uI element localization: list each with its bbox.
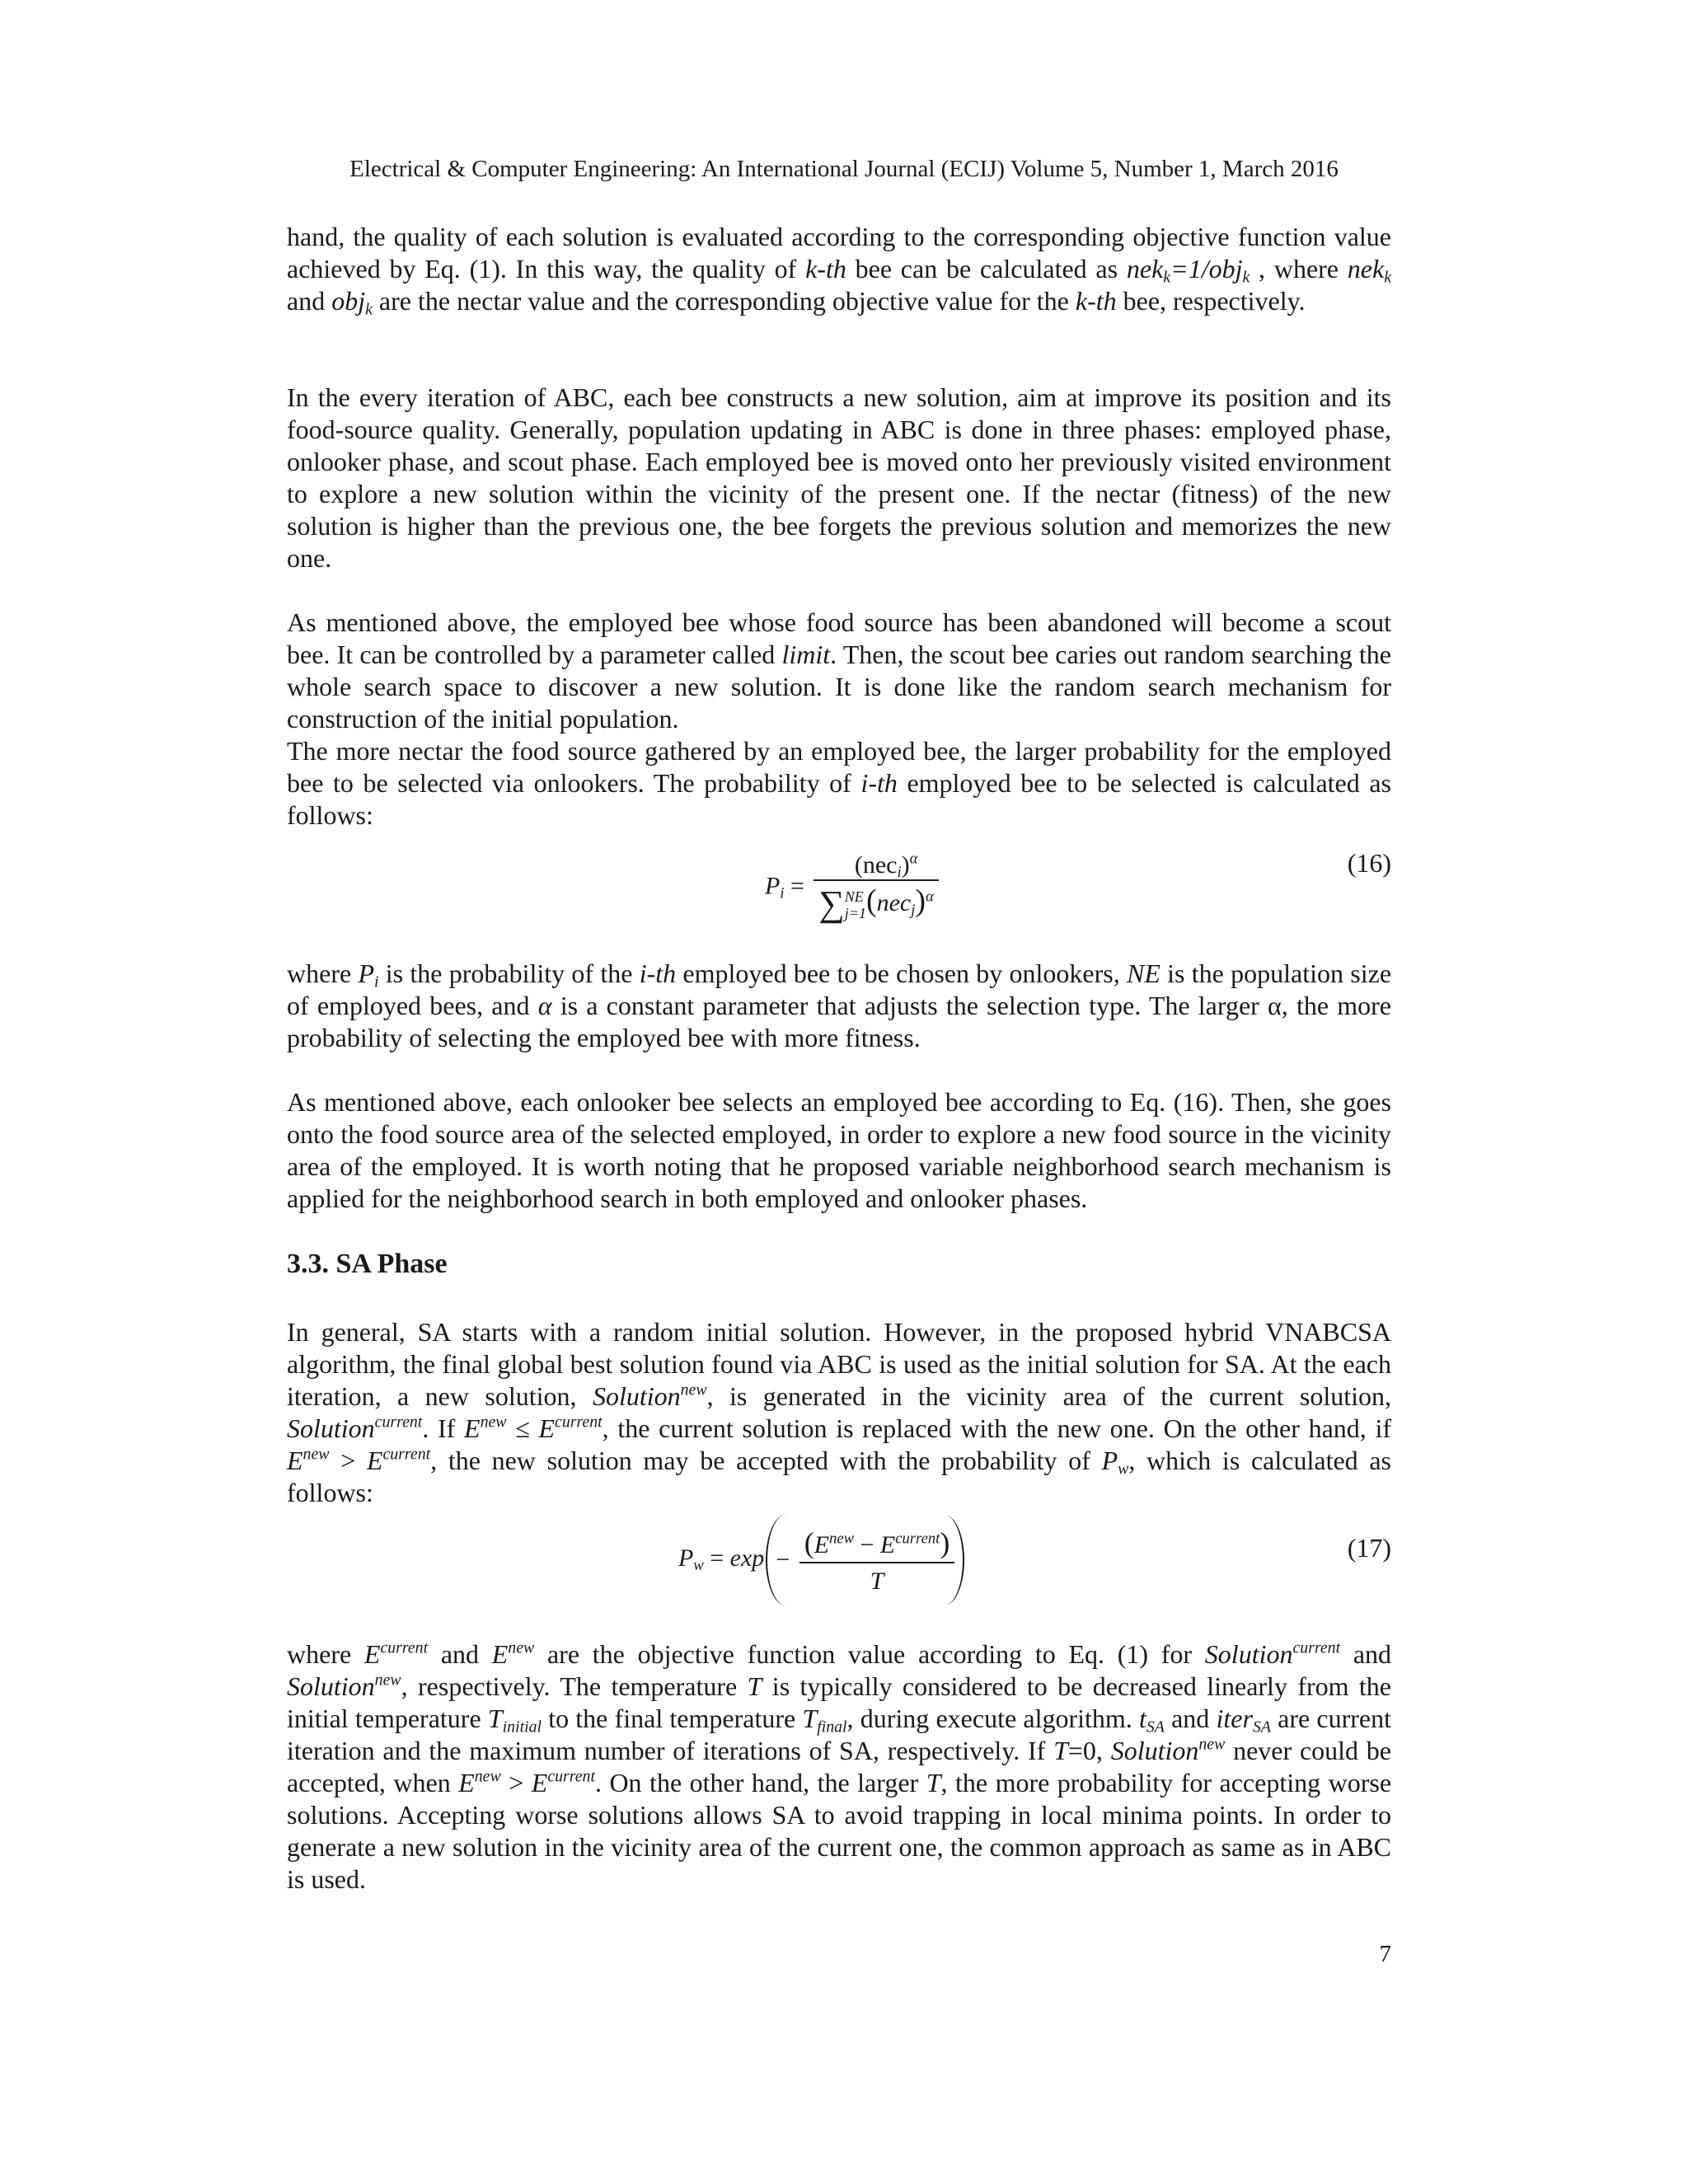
equation-16-fraction: $(nec_i)^\alpha$ ∑ NE j=1 $(nec_j)^\alpha$ [814,851,938,925]
equation-17-number: (17) [1347,1533,1391,1563]
equation-17 [287,1508,1391,1615]
page-number: 7 [1379,1941,1391,1967]
equation-17-body: $P_w = \exp-$ $\frac{(E^{new} - E^{current})}{T}$ [678,1515,964,1605]
paragraph-3: As mentioned above, the employed bee whose food source has been abandoned will become a scout bee. It can be controlled by a parameter called limit. Then, the scout bee caries out random searching the whole search space to discover a new solution. It is done like the random search mechanism for construction of the initial population. [287,607,1392,733]
paragraph-6: As mentioned above, each onlooker bee selects an employed bee according to Eq. (16). Then, she goes onto the food source area of the selected employed, in order to explore a new food source in the vicinity area of the employed. It is worth noting that he proposed variable neighborhood search mechanism is applied for the neighborhood search in both employed and onlooker phases. [287,1087,1391,1213]
paragraph-2: In the every iteration of ABC, each bee constructs a new solution, aim at improve its position and its food-source quality. Generally, population updating in ABC is done in three phases: employed phase, onlooker phase, and scout phase. Each employed bee is moved onto her previously visited environment to explore a new solution within the vicinity of the present one. If the nectar (fitness) of the new solution is higher than the previous one, the bee forgets the previous solution and memorizes the new one. [287,382,1391,573]
equation-16 [287,837,1391,927]
paragraph-7: In general, SA starts with a random initial solution. However, in the proposed hybrid VNABCSA algorithm, the final global best solution found via ABC is used as the initial solution for SA. At the each iteration, a new solution, Solution$^{new}$, is generated in the vicinity area of the current solution, Solution$^{current}$. If $E^{new} \le E^{current}$, the current solution is replaced with the new one. On the other hand, if $E^{new} > E^{current}$, the new solution may be accepted with the probability of $P_w$, which is calculated as follows: [287,1317,1392,1507]
running-header: Electrical & Computer Engineering: An International Journal (ECIJ) Volume 5, Number 1, March 2016 [349,156,1339,182]
equation-16-number: (16) [1347,848,1391,878]
equation-16-body: $P_i$ = $(nec_i)^\alpha$ ∑ NE j=1 $(nec_j)^\alpha$ [765,851,939,925]
equation-17-fraction: $\frac{(E^{new} - E^{current})}{T}$ [799,1526,955,1598]
equation-17-bracket: − $\frac{(E^{new} - E^{current})}{T}$ [766,1515,964,1605]
paragraph-4: The more nectar the food source gathered by an employed bee, the larger probability for the employed bee to be selected via onlookers. The probability of i-th employed bee to be selected is calculated as follows: [287,736,1392,830]
paragraph-5: where $P_i$ is the probability of the i-th employed bee to be chosen by onlookers, NE is the population size of employed bees, and α is a constant parameter that adjusts the selection type. The larger α, the more probability of selecting the employed bee with more fitness. [287,958,1392,1052]
section-heading: 3.3. SA Phase [287,1249,448,1279]
paragraph-1: hand, the quality of each solution is evaluated according to the corresponding objective function value achieved by Eq. (1). In this way, the quality of k-th bee can be calculated as nek$_k$=1/obj$_k$ , where nek$_k$ and obj$_k$ are the nectar value and the corresponding objective value for the k-th bee, respectively. [287,222,1392,319]
paragraph-8: where $E^{current}$ and $E^{new}$ are the objective function value according to Eq. (1) for Solution$^{current}$ and Solution$^{new}$, respectively. The temperature T is typically considered to be decreased linearly from the initial temperature $T_{initial}$ to the final temperature $T_{final}$, during execute algorithm. $t_{SA}$ and iter$_{SA}$ are current iteration and the maximum number of iterations of SA, respectively. If T=0, Solution$^{new}$ never could be accepted, when $E^{new} > E^{current}$. On the other hand, the larger T, the more probability for accepting worse solutions. Accepting worse solutions allows SA to avoid trapping in local minima points. In order to generate a new solution in the vicinity area of the current one, the common approach as same as in ABC is used. [287,1638,1392,1894]
